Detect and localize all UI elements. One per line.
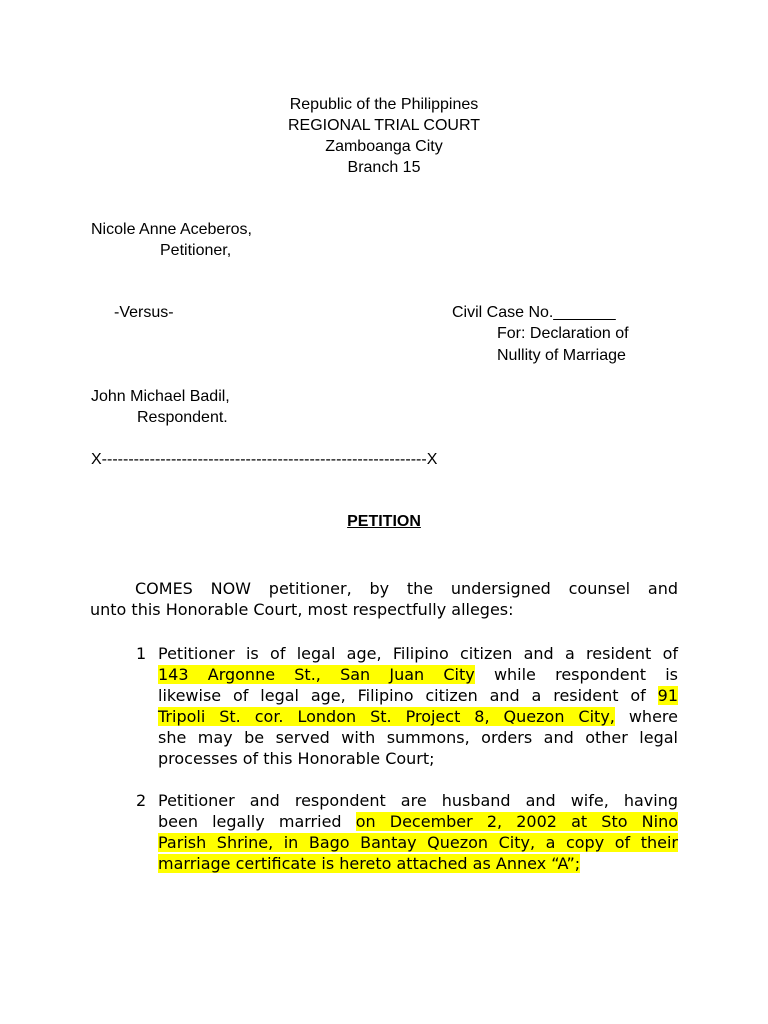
item-2-body: [158, 790, 678, 874]
intro-line-2: unto this Honorable Court, most respectfully alleges:: [90, 600, 514, 619]
intro-paragraph: [90, 578, 678, 620]
item-1-line-2: 143 Argonne St., San Juan City while respondent is: [158, 665, 678, 684]
document-title: PETITION: [347, 513, 421, 530]
item-1-line-3: likewise of legal age, Filipino citizen and a resident of 91: [158, 686, 678, 705]
highlight-respondent-address-start: 91: [657, 686, 678, 705]
item-2-line-3: [158, 832, 678, 853]
item-1-line-5: she may be served with summons, orders and other legal: [158, 728, 678, 747]
item-2-line-1: Petitioner and respondent are husband and wife, having: [158, 791, 678, 810]
item-2-line-2: been legally married on December 2, 2002 at Sto Nino: [158, 812, 679, 831]
item-1-body: [158, 643, 678, 769]
highlight-marriage-date: on December 2, 2002 at Sto Nino: [355, 812, 679, 831]
highlight-petitioner-address: 143 Argonne St., San Juan City: [158, 665, 475, 684]
highlight-marriage-certificate: marriage certificate is hereto attached as Annex “A”;: [158, 854, 581, 873]
respondent-role: Respondent.: [137, 409, 228, 426]
header-court: REGIONAL TRIAL COURT: [287, 117, 481, 134]
item-2-number: 2: [136, 791, 147, 810]
respondent-name: John Michael Badil,: [91, 388, 230, 405]
petitioner-name: Nicole Anne Aceberos,: [91, 221, 252, 238]
header-branch: Branch 15: [347, 159, 421, 176]
case-number: Civil Case No._______: [452, 304, 616, 321]
header-city: Zamboanga City: [325, 138, 443, 155]
versus-label: -Versus-: [114, 304, 174, 321]
petitioner-role: Petitioner,: [160, 242, 232, 259]
case-for-line-2: Nullity of Marriage: [497, 347, 626, 364]
case-for-line-1: For: Declaration of: [497, 325, 629, 342]
item-1-line-1: Petitioner is of legal age, Filipino citizen and a resident of: [158, 644, 678, 663]
item-1-line-6: processes of this Honorable Court;: [158, 749, 435, 768]
header-republic: Republic of the Philippines: [289, 96, 479, 113]
intro-line-1: COMES NOW petitioner, by the undersigned counsel and: [135, 579, 678, 598]
item-1-number: 1: [136, 644, 147, 663]
caption-separator: X-------------------------------------------------------------X: [91, 451, 438, 468]
item-2-line-4: [158, 853, 678, 874]
highlight-respondent-address: Tripoli St. cor. London St. Project 8, Quezon City,: [158, 707, 615, 726]
item-1-line-4: Tripoli St. cor. London St. Project 8, Quezon City, where: [158, 707, 678, 726]
highlight-marriage-place: Parish Shrine, in Bago Bantay Quezon City, a copy of their: [158, 833, 678, 852]
court-header: [0, 94, 768, 178]
